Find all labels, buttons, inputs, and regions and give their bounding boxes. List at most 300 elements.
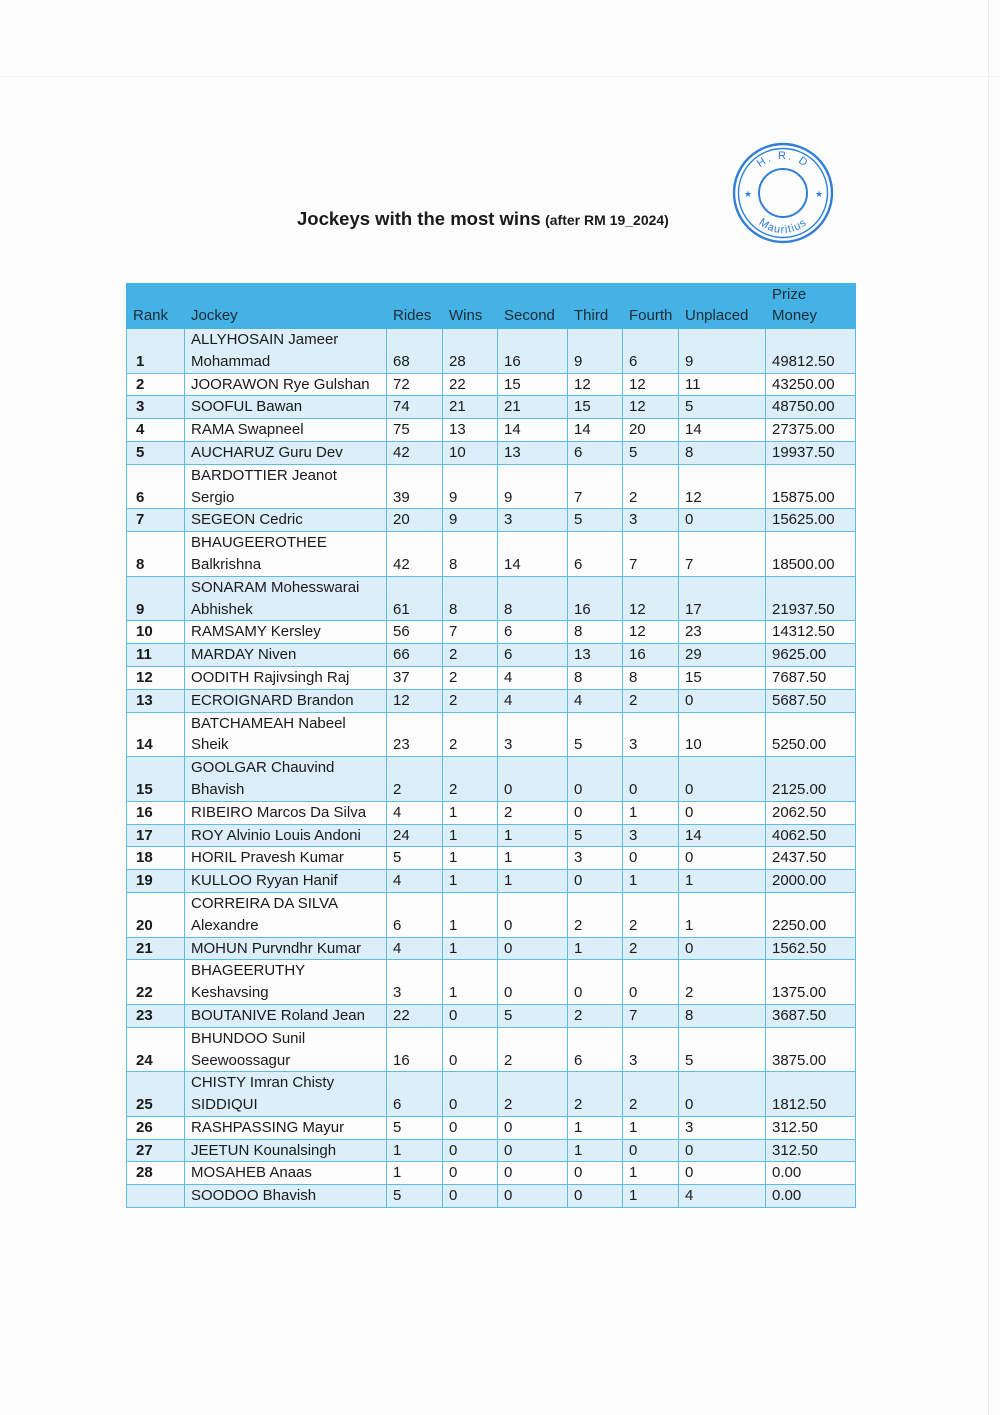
cell-jockey: HORIL Pravesh Kumar bbox=[185, 847, 387, 870]
cell-third: 0 bbox=[568, 960, 623, 1005]
cell-rank: 5 bbox=[127, 441, 185, 464]
cell-rank: 10 bbox=[127, 621, 185, 644]
cell-jockey: BOUTANIVE Roland Jean bbox=[185, 1004, 387, 1027]
cell-wins: 0 bbox=[443, 1139, 498, 1162]
cell-unplaced: 0 bbox=[679, 689, 766, 712]
cell-second: 14 bbox=[498, 419, 568, 442]
cell-unplaced: 3 bbox=[679, 1116, 766, 1139]
cell-unplaced: 23 bbox=[679, 621, 766, 644]
cell-fourth: 3 bbox=[623, 712, 679, 757]
cell-unplaced: 8 bbox=[679, 1004, 766, 1027]
cell-second: 0 bbox=[498, 1116, 568, 1139]
table-body bbox=[127, 329, 856, 1208]
cell-prize: 49812.50 bbox=[766, 329, 856, 374]
cell-wins: 2 bbox=[443, 644, 498, 667]
cell-fourth: 1 bbox=[623, 801, 679, 824]
cell-unplaced: 1 bbox=[679, 870, 766, 893]
cell-prize: 3687.50 bbox=[766, 1004, 856, 1027]
cell-rank: 18 bbox=[127, 847, 185, 870]
table-row bbox=[127, 441, 856, 464]
page-title bbox=[297, 208, 669, 230]
cell-rank: 9 bbox=[127, 576, 185, 621]
svg-text:★: ★ bbox=[744, 190, 753, 200]
cell-second: 5 bbox=[498, 1004, 568, 1027]
cell-jockey: ROY Alvinio Louis Andoni bbox=[185, 824, 387, 847]
cell-rides: 1 bbox=[387, 1139, 443, 1162]
cell-rides: 4 bbox=[387, 870, 443, 893]
cell-rides: 66 bbox=[387, 644, 443, 667]
cell-rides: 39 bbox=[387, 464, 443, 509]
cell-fourth: 1 bbox=[623, 870, 679, 893]
cell-fourth: 12 bbox=[623, 373, 679, 396]
cell-second: 6 bbox=[498, 644, 568, 667]
table-row bbox=[127, 712, 856, 757]
cell-third: 2 bbox=[568, 892, 623, 937]
cell-wins: 1 bbox=[443, 937, 498, 960]
cell-third: 12 bbox=[568, 373, 623, 396]
hrd-stamp-logo bbox=[731, 141, 835, 245]
cell-rides: 72 bbox=[387, 373, 443, 396]
page-edge-line bbox=[988, 0, 989, 1415]
cell-jockey: RAMA Swapneel bbox=[185, 419, 387, 442]
cell-third: 0 bbox=[568, 801, 623, 824]
header-unplaced: Unplaced bbox=[679, 284, 766, 329]
cell-rank: 21 bbox=[127, 937, 185, 960]
cell-second: 1 bbox=[498, 824, 568, 847]
cell-rank: 19 bbox=[127, 870, 185, 893]
cell-second: 1 bbox=[498, 870, 568, 893]
cell-fourth: 16 bbox=[623, 644, 679, 667]
cell-prize: 5687.50 bbox=[766, 689, 856, 712]
table-header-row bbox=[127, 284, 856, 329]
cell-prize: 15875.00 bbox=[766, 464, 856, 509]
cell-third: 1 bbox=[568, 937, 623, 960]
cell-prize: 2062.50 bbox=[766, 801, 856, 824]
cell-fourth: 2 bbox=[623, 937, 679, 960]
cell-unplaced: 0 bbox=[679, 1139, 766, 1162]
cell-rank: 28 bbox=[127, 1162, 185, 1185]
table-row bbox=[127, 1027, 856, 1072]
cell-jockey: GOOLGAR Chauvind Bhavish bbox=[185, 757, 387, 802]
header-jockey: Jockey bbox=[185, 284, 387, 329]
cell-jockey: SOOFUL Bawan bbox=[185, 396, 387, 419]
cell-wins: 0 bbox=[443, 1027, 498, 1072]
cell-rank: 13 bbox=[127, 689, 185, 712]
cell-jockey: JOORAWON Rye Gulshan bbox=[185, 373, 387, 396]
cell-fourth: 7 bbox=[623, 1004, 679, 1027]
cell-prize: 3875.00 bbox=[766, 1027, 856, 1072]
cell-wins: 8 bbox=[443, 532, 498, 577]
cell-prize: 2437.50 bbox=[766, 847, 856, 870]
cell-second: 0 bbox=[498, 1162, 568, 1185]
cell-prize: 48750.00 bbox=[766, 396, 856, 419]
cell-jockey: SONARAM Mohesswarai Abhishek bbox=[185, 576, 387, 621]
cell-second: 21 bbox=[498, 396, 568, 419]
cell-fourth: 2 bbox=[623, 689, 679, 712]
cell-unplaced: 0 bbox=[679, 847, 766, 870]
cell-fourth: 0 bbox=[623, 757, 679, 802]
cell-third: 6 bbox=[568, 441, 623, 464]
cell-rides: 2 bbox=[387, 757, 443, 802]
cell-rides: 4 bbox=[387, 937, 443, 960]
cell-unplaced: 1 bbox=[679, 892, 766, 937]
cell-second: 13 bbox=[498, 441, 568, 464]
cell-second: 0 bbox=[498, 1185, 568, 1208]
cell-wins: 1 bbox=[443, 824, 498, 847]
table-row bbox=[127, 329, 856, 374]
cell-wins: 1 bbox=[443, 801, 498, 824]
cell-rides: 1 bbox=[387, 1162, 443, 1185]
table-row bbox=[127, 1139, 856, 1162]
cell-wins: 1 bbox=[443, 870, 498, 893]
header-rank: Rank bbox=[127, 284, 185, 329]
cell-wins: 0 bbox=[443, 1072, 498, 1117]
cell-second: 3 bbox=[498, 712, 568, 757]
cell-third: 2 bbox=[568, 1072, 623, 1117]
cell-prize: 21937.50 bbox=[766, 576, 856, 621]
jockey-standings-table bbox=[126, 283, 856, 1208]
cell-fourth: 2 bbox=[623, 892, 679, 937]
cell-jockey: BARDOTTIER Jeanot Sergio bbox=[185, 464, 387, 509]
cell-jockey: CHISTY Imran Chisty SIDDIQUI bbox=[185, 1072, 387, 1117]
cell-jockey: RIBEIRO Marcos Da Silva bbox=[185, 801, 387, 824]
cell-second: 15 bbox=[498, 373, 568, 396]
cell-second: 2 bbox=[498, 1027, 568, 1072]
cell-unplaced: 0 bbox=[679, 1072, 766, 1117]
table-row bbox=[127, 892, 856, 937]
cell-second: 6 bbox=[498, 621, 568, 644]
cell-rank: 2 bbox=[127, 373, 185, 396]
cell-rides: 37 bbox=[387, 666, 443, 689]
cell-jockey: RASHPASSING Mayur bbox=[185, 1116, 387, 1139]
cell-prize: 43250.00 bbox=[766, 373, 856, 396]
cell-second: 16 bbox=[498, 329, 568, 374]
cell-third: 8 bbox=[568, 666, 623, 689]
cell-wins: 2 bbox=[443, 712, 498, 757]
cell-third: 0 bbox=[568, 1162, 623, 1185]
cell-unplaced: 29 bbox=[679, 644, 766, 667]
cell-jockey: BHAGEERUTHY Keshavsing bbox=[185, 960, 387, 1005]
cell-rides: 5 bbox=[387, 847, 443, 870]
cell-rank: 14 bbox=[127, 712, 185, 757]
cell-third: 3 bbox=[568, 847, 623, 870]
table-row bbox=[127, 1004, 856, 1027]
cell-unplaced: 5 bbox=[679, 396, 766, 419]
cell-second: 0 bbox=[498, 960, 568, 1005]
cell-third: 7 bbox=[568, 464, 623, 509]
table-row bbox=[127, 621, 856, 644]
cell-prize: 9625.00 bbox=[766, 644, 856, 667]
cell-unplaced: 0 bbox=[679, 509, 766, 532]
cell-jockey: MARDAY Niven bbox=[185, 644, 387, 667]
cell-jockey: BHUNDOO Sunil Seewoossagur bbox=[185, 1027, 387, 1072]
cell-rank: 15 bbox=[127, 757, 185, 802]
cell-fourth: 3 bbox=[623, 1027, 679, 1072]
cell-third: 0 bbox=[568, 870, 623, 893]
cell-wins: 0 bbox=[443, 1185, 498, 1208]
cell-rank: 3 bbox=[127, 396, 185, 419]
cell-rides: 42 bbox=[387, 441, 443, 464]
header-third: Third bbox=[568, 284, 623, 329]
cell-prize: 1375.00 bbox=[766, 960, 856, 1005]
cell-wins: 21 bbox=[443, 396, 498, 419]
cell-wins: 2 bbox=[443, 666, 498, 689]
table-row bbox=[127, 509, 856, 532]
cell-wins: 2 bbox=[443, 689, 498, 712]
cell-rides: 20 bbox=[387, 509, 443, 532]
header-rides: Rides bbox=[387, 284, 443, 329]
cell-rides: 75 bbox=[387, 419, 443, 442]
table-row bbox=[127, 1162, 856, 1185]
cell-wins: 2 bbox=[443, 757, 498, 802]
cell-third: 15 bbox=[568, 396, 623, 419]
cell-fourth: 0 bbox=[623, 1139, 679, 1162]
cell-second: 9 bbox=[498, 464, 568, 509]
cell-third: 6 bbox=[568, 532, 623, 577]
cell-rank: 4 bbox=[127, 419, 185, 442]
cell-fourth: 5 bbox=[623, 441, 679, 464]
cell-rides: 74 bbox=[387, 396, 443, 419]
cell-second: 0 bbox=[498, 757, 568, 802]
table-row bbox=[127, 1072, 856, 1117]
cell-rides: 6 bbox=[387, 892, 443, 937]
cell-third: 14 bbox=[568, 419, 623, 442]
cell-rides: 68 bbox=[387, 329, 443, 374]
cell-rank: 26 bbox=[127, 1116, 185, 1139]
cell-unplaced: 14 bbox=[679, 824, 766, 847]
cell-third: 6 bbox=[568, 1027, 623, 1072]
cell-second: 3 bbox=[498, 509, 568, 532]
cell-rides: 12 bbox=[387, 689, 443, 712]
cell-prize: 1562.50 bbox=[766, 937, 856, 960]
cell-rank: 22 bbox=[127, 960, 185, 1005]
cell-third: 0 bbox=[568, 1185, 623, 1208]
cell-jockey: AUCHARUZ Guru Dev bbox=[185, 441, 387, 464]
cell-second: 2 bbox=[498, 801, 568, 824]
cell-wins: 9 bbox=[443, 464, 498, 509]
cell-third: 4 bbox=[568, 689, 623, 712]
cell-jockey: OODITH Rajivsingh Raj bbox=[185, 666, 387, 689]
cell-rides: 42 bbox=[387, 532, 443, 577]
cell-rides: 61 bbox=[387, 576, 443, 621]
cell-unplaced: 15 bbox=[679, 666, 766, 689]
table-row bbox=[127, 824, 856, 847]
cell-wins: 28 bbox=[443, 329, 498, 374]
cell-rank: 25 bbox=[127, 1072, 185, 1117]
cell-jockey: MOHUN Purvndhr Kumar bbox=[185, 937, 387, 960]
cell-rank: 24 bbox=[127, 1027, 185, 1072]
cell-wins: 8 bbox=[443, 576, 498, 621]
table-row bbox=[127, 464, 856, 509]
cell-wins: 9 bbox=[443, 509, 498, 532]
cell-jockey: CORREIRA DA SILVA Alexandre bbox=[185, 892, 387, 937]
cell-prize: 5250.00 bbox=[766, 712, 856, 757]
cell-third: 13 bbox=[568, 644, 623, 667]
cell-unplaced: 0 bbox=[679, 937, 766, 960]
cell-rank: 8 bbox=[127, 532, 185, 577]
cell-jockey: RAMSAMY Kersley bbox=[185, 621, 387, 644]
table-row bbox=[127, 644, 856, 667]
cell-second: 8 bbox=[498, 576, 568, 621]
cell-rank: 20 bbox=[127, 892, 185, 937]
header-wins: Wins bbox=[443, 284, 498, 329]
cell-rank: 23 bbox=[127, 1004, 185, 1027]
cell-prize: 312.50 bbox=[766, 1116, 856, 1139]
cell-jockey: SOODOO Bhavish bbox=[185, 1185, 387, 1208]
cell-wins: 10 bbox=[443, 441, 498, 464]
table-row bbox=[127, 373, 856, 396]
cell-rank: 16 bbox=[127, 801, 185, 824]
cell-third: 1 bbox=[568, 1116, 623, 1139]
table-row bbox=[127, 576, 856, 621]
cell-prize: 27375.00 bbox=[766, 419, 856, 442]
table-row bbox=[127, 937, 856, 960]
svg-text:★: ★ bbox=[815, 190, 824, 200]
table-row bbox=[127, 801, 856, 824]
cell-jockey: KULLOO Ryyan Hanif bbox=[185, 870, 387, 893]
header-second: Second bbox=[498, 284, 568, 329]
cell-rides: 24 bbox=[387, 824, 443, 847]
cell-rides: 6 bbox=[387, 1072, 443, 1117]
cell-fourth: 1 bbox=[623, 1116, 679, 1139]
cell-second: 2 bbox=[498, 1072, 568, 1117]
cell-fourth: 2 bbox=[623, 464, 679, 509]
page-edge-line bbox=[0, 76, 1000, 77]
cell-prize: 2000.00 bbox=[766, 870, 856, 893]
table-row bbox=[127, 689, 856, 712]
cell-third: 9 bbox=[568, 329, 623, 374]
cell-rank: 7 bbox=[127, 509, 185, 532]
cell-unplaced: 0 bbox=[679, 801, 766, 824]
cell-rides: 5 bbox=[387, 1116, 443, 1139]
cell-rank: 12 bbox=[127, 666, 185, 689]
cell-prize: 2250.00 bbox=[766, 892, 856, 937]
cell-unplaced: 17 bbox=[679, 576, 766, 621]
table-row bbox=[127, 1116, 856, 1139]
table-row bbox=[127, 1185, 856, 1208]
cell-fourth: 1 bbox=[623, 1185, 679, 1208]
cell-second: 0 bbox=[498, 937, 568, 960]
cell-third: 0 bbox=[568, 757, 623, 802]
cell-second: 1 bbox=[498, 847, 568, 870]
svg-text:H. R. D: H. R. D bbox=[754, 150, 812, 171]
cell-rank: 11 bbox=[127, 644, 185, 667]
cell-prize: 18500.00 bbox=[766, 532, 856, 577]
cell-jockey: MOSAHEB Anaas bbox=[185, 1162, 387, 1185]
cell-fourth: 7 bbox=[623, 532, 679, 577]
table-row bbox=[127, 960, 856, 1005]
cell-rank bbox=[127, 1185, 185, 1208]
title-sub: (after RM 19_2024) bbox=[545, 212, 669, 228]
cell-fourth: 12 bbox=[623, 621, 679, 644]
cell-jockey: ALLYHOSAIN Jameer Mohammad bbox=[185, 329, 387, 374]
cell-unplaced: 9 bbox=[679, 329, 766, 374]
cell-unplaced: 0 bbox=[679, 757, 766, 802]
cell-third: 2 bbox=[568, 1004, 623, 1027]
cell-jockey: JEETUN Kounalsingh bbox=[185, 1139, 387, 1162]
table-row bbox=[127, 666, 856, 689]
cell-unplaced: 12 bbox=[679, 464, 766, 509]
cell-fourth: 6 bbox=[623, 329, 679, 374]
cell-rides: 22 bbox=[387, 1004, 443, 1027]
cell-unplaced: 4 bbox=[679, 1185, 766, 1208]
cell-prize: 15625.00 bbox=[766, 509, 856, 532]
cell-wins: 0 bbox=[443, 1004, 498, 1027]
cell-fourth: 12 bbox=[623, 576, 679, 621]
table-row bbox=[127, 396, 856, 419]
cell-prize: 1812.50 bbox=[766, 1072, 856, 1117]
cell-second: 0 bbox=[498, 1139, 568, 1162]
cell-wins: 13 bbox=[443, 419, 498, 442]
cell-prize: 2125.00 bbox=[766, 757, 856, 802]
table-row bbox=[127, 757, 856, 802]
cell-third: 1 bbox=[568, 1139, 623, 1162]
cell-third: 5 bbox=[568, 712, 623, 757]
cell-jockey: BATCHAMEAH Nabeel Sheik bbox=[185, 712, 387, 757]
cell-wins: 0 bbox=[443, 1116, 498, 1139]
cell-unplaced: 8 bbox=[679, 441, 766, 464]
cell-fourth: 12 bbox=[623, 396, 679, 419]
cell-fourth: 20 bbox=[623, 419, 679, 442]
cell-prize: 312.50 bbox=[766, 1139, 856, 1162]
cell-unplaced: 14 bbox=[679, 419, 766, 442]
cell-unplaced: 11 bbox=[679, 373, 766, 396]
cell-jockey: SEGEON Cedric bbox=[185, 509, 387, 532]
header-fourth: Fourth bbox=[623, 284, 679, 329]
cell-third: 8 bbox=[568, 621, 623, 644]
cell-unplaced: 10 bbox=[679, 712, 766, 757]
cell-prize: 14312.50 bbox=[766, 621, 856, 644]
cell-unplaced: 5 bbox=[679, 1027, 766, 1072]
cell-wins: 1 bbox=[443, 960, 498, 1005]
cell-third: 5 bbox=[568, 509, 623, 532]
cell-fourth: 8 bbox=[623, 666, 679, 689]
cell-jockey: BHAUGEEROTHEE Balkrishna bbox=[185, 532, 387, 577]
cell-fourth: 3 bbox=[623, 824, 679, 847]
cell-rank: 17 bbox=[127, 824, 185, 847]
cell-second: 0 bbox=[498, 892, 568, 937]
cell-unplaced: 2 bbox=[679, 960, 766, 1005]
cell-second: 4 bbox=[498, 666, 568, 689]
cell-third: 16 bbox=[568, 576, 623, 621]
cell-rides: 56 bbox=[387, 621, 443, 644]
cell-second: 4 bbox=[498, 689, 568, 712]
cell-wins: 1 bbox=[443, 892, 498, 937]
cell-rank: 6 bbox=[127, 464, 185, 509]
cell-prize: 4062.50 bbox=[766, 824, 856, 847]
cell-rides: 23 bbox=[387, 712, 443, 757]
cell-prize: 7687.50 bbox=[766, 666, 856, 689]
cell-prize: 0.00 bbox=[766, 1162, 856, 1185]
cell-wins: 1 bbox=[443, 847, 498, 870]
table-row bbox=[127, 847, 856, 870]
cell-prize: 0.00 bbox=[766, 1185, 856, 1208]
cell-fourth: 0 bbox=[623, 847, 679, 870]
cell-rides: 16 bbox=[387, 1027, 443, 1072]
table-row bbox=[127, 532, 856, 577]
cell-fourth: 1 bbox=[623, 1162, 679, 1185]
cell-wins: 7 bbox=[443, 621, 498, 644]
cell-rank: 27 bbox=[127, 1139, 185, 1162]
cell-rank: 1 bbox=[127, 329, 185, 374]
cell-jockey: ECROIGNARD Brandon bbox=[185, 689, 387, 712]
cell-rides: 4 bbox=[387, 801, 443, 824]
cell-prize: 19937.50 bbox=[766, 441, 856, 464]
cell-fourth: 0 bbox=[623, 960, 679, 1005]
cell-fourth: 2 bbox=[623, 1072, 679, 1117]
cell-rides: 3 bbox=[387, 960, 443, 1005]
cell-unplaced: 0 bbox=[679, 1162, 766, 1185]
